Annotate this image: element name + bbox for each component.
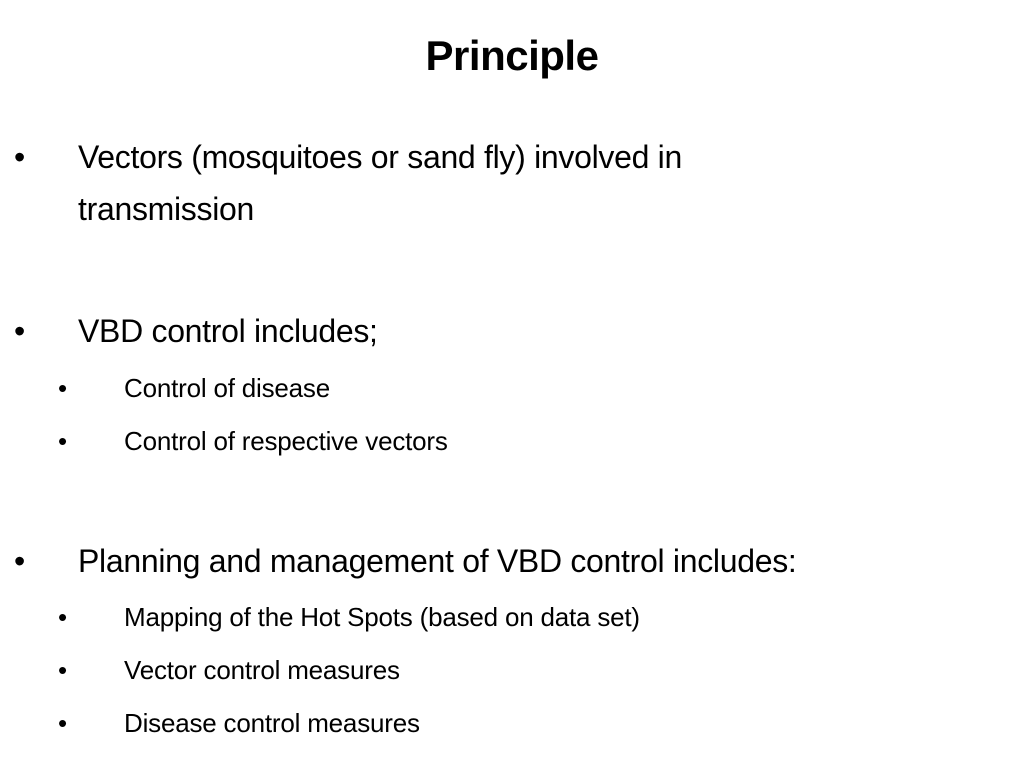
bullet-item — [14, 305, 1004, 357]
bullet-dot: • — [14, 543, 26, 579]
bullet-item — [14, 535, 1004, 587]
bullet-dot: • — [58, 655, 68, 685]
sub-bullet-text: Mapping of the Hot Spots (based on data set) — [124, 602, 640, 632]
sub-bullet-text: Control of disease — [124, 373, 330, 403]
slide-title: Principle — [425, 32, 599, 79]
sub-bullet-item — [58, 368, 958, 408]
bullet-text: Planning and management of VBD control includes: — [78, 543, 797, 579]
bullet-text-line: Vectors (mosquitoes or sand fly) involved in — [78, 139, 682, 175]
sub-bullet-text: Vector control measures — [124, 655, 400, 685]
bullet-text-line: transmission — [78, 191, 255, 227]
bullet-text: VBD control includes; — [78, 313, 378, 349]
bullet-dot: • — [58, 373, 68, 403]
bullet-dot: • — [14, 139, 26, 175]
sub-bullet-item — [58, 650, 958, 690]
bullet-dot: • — [58, 426, 68, 456]
bullet-dot: • — [58, 708, 68, 738]
bullet-dot: • — [14, 313, 26, 349]
sub-bullet-item — [58, 597, 958, 637]
bullet-dot: • — [58, 602, 68, 632]
bullet-item — [14, 131, 1004, 235]
sub-bullet-item — [58, 421, 958, 461]
sub-bullet-text: Disease control measures — [124, 708, 420, 738]
sub-bullet-text: Control of respective vectors — [124, 426, 448, 456]
sub-bullet-item — [58, 703, 958, 743]
